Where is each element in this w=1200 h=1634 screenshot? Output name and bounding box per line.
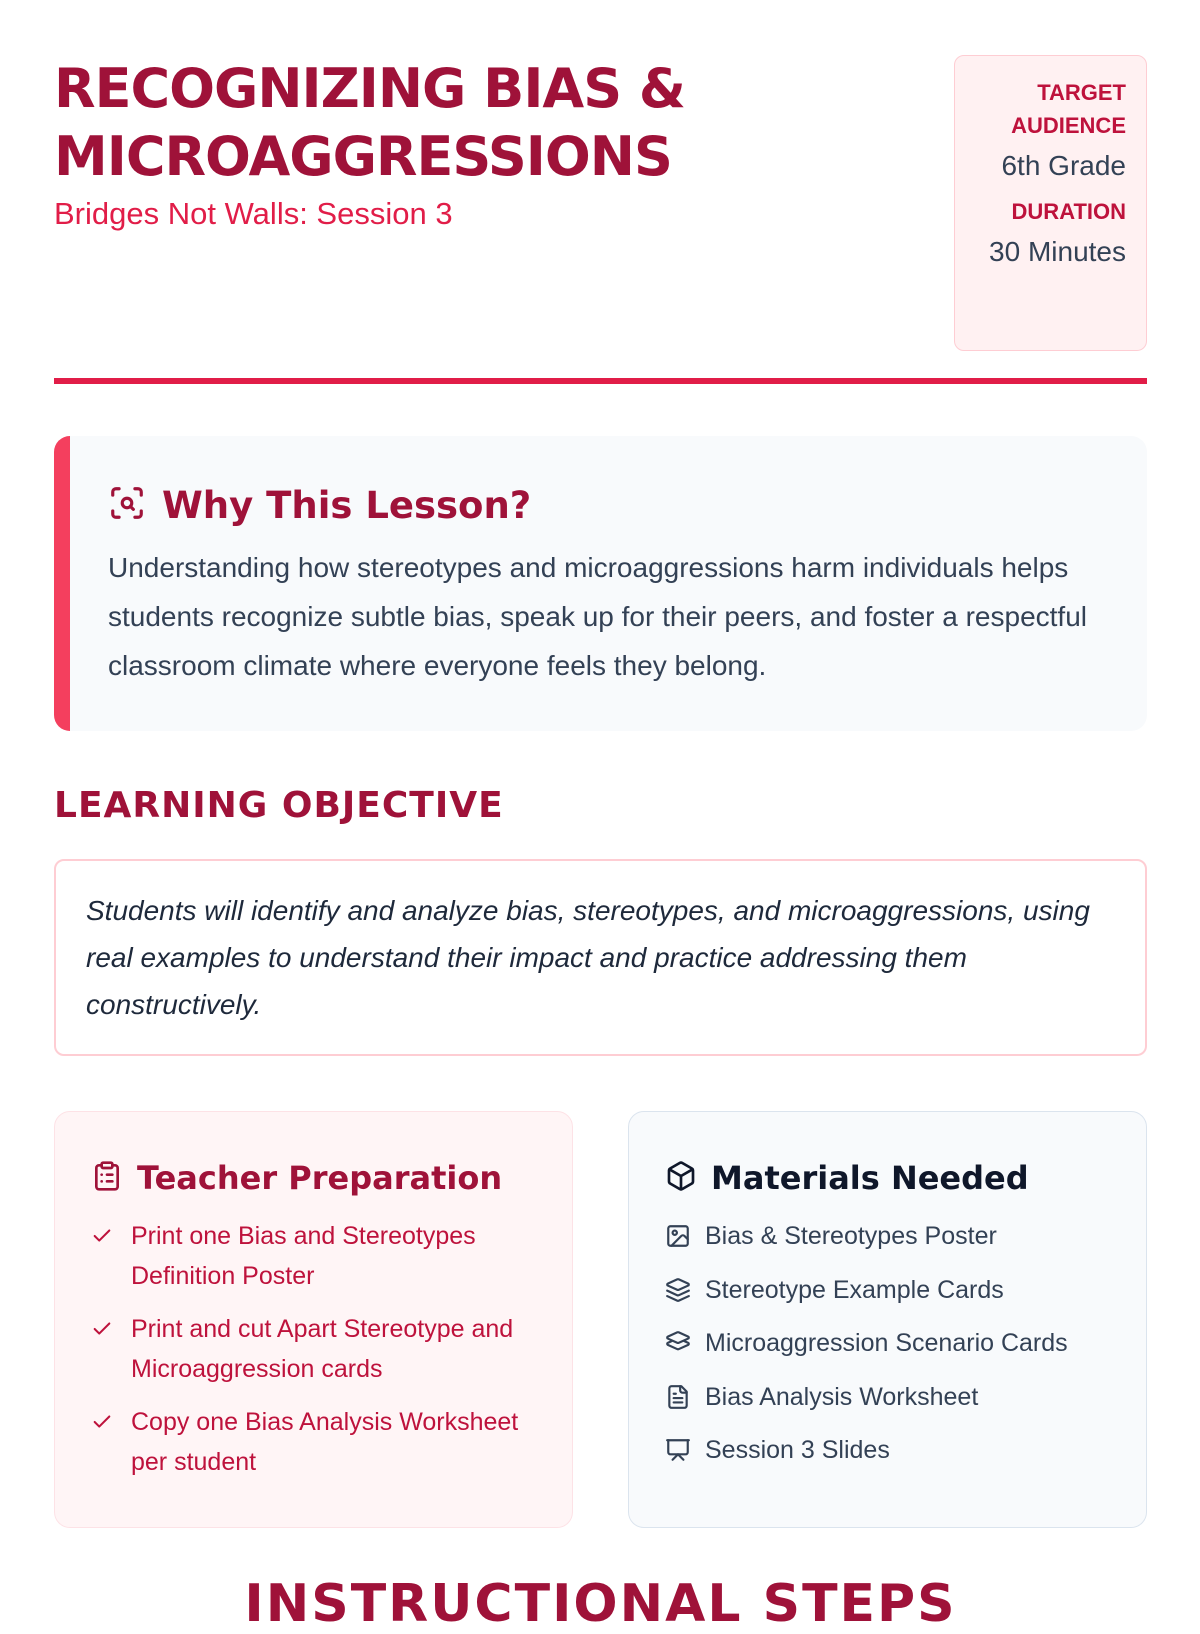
accent-bar: [54, 436, 70, 731]
clipboard-list-icon: [91, 1160, 137, 1197]
instructional-steps-title: INSTRUCTIONAL STEPS: [244, 1574, 957, 1634]
check-icon: [91, 1402, 115, 1442]
check-icon: [91, 1309, 115, 1349]
why-text: Understanding how stereotypes and microaggressions harm individuals helps students recognize subtle bias, speak up for their peers, and foster a respectful classroom climate where everyone feels they belong.: [108, 552, 1088, 681]
prep-item-text: Print one Bias and Stereotypes Definition Poster: [131, 1222, 476, 1290]
objective-text: Students will identify and analyze bias, stereotypes, and microaggressions, using real examples to understand their impact and practice addressing them constructively.: [86, 895, 1090, 1020]
objective-box: [54, 859, 1147, 1056]
materials-list: [665, 1216, 1110, 1470]
check-icon: [91, 1216, 115, 1256]
page-title: RECOGNIZING BIAS & MICROAGGRESSIONS: [54, 57, 686, 188]
teacher-preparation-card: [54, 1111, 573, 1528]
prep-item-text: Print and cut Apart Stereotype and Microaggression cards: [131, 1315, 514, 1383]
list-item: [665, 1377, 1110, 1417]
header-divider: [54, 378, 1147, 384]
prep-heading: [91, 1156, 536, 1200]
why-this-lesson-box: [54, 436, 1147, 731]
prep-title: Teacher Preparation: [137, 1159, 503, 1197]
lesson-meta-card: [954, 55, 1147, 351]
header: [54, 55, 1147, 351]
materials-title: Materials Needed: [711, 1159, 1029, 1197]
image-icon: [665, 1223, 691, 1249]
file-text-icon: [665, 1384, 691, 1410]
material-item-text: Stereotype Example Cards: [705, 1275, 1004, 1304]
audience-label: TARGET AUDIENCE: [1011, 80, 1126, 138]
material-item-text: Microaggression Scenario Cards: [705, 1329, 1068, 1357]
material-item-text: Bias & Stereotypes Poster: [705, 1222, 997, 1250]
materials-heading: [665, 1156, 1110, 1200]
list-item: [91, 1216, 536, 1296]
list-item: [91, 1309, 536, 1389]
list-item: [91, 1402, 536, 1482]
layers-icon: [665, 1277, 691, 1303]
scan-search-icon: [108, 484, 162, 527]
audience-value: 6th Grade: [1001, 150, 1126, 181]
layers-icon: [665, 1330, 691, 1356]
why-title: Why This Lesson?: [162, 483, 532, 527]
prep-item-text: Copy one Bias Analysis Worksheet per student: [131, 1408, 519, 1476]
list-item: [665, 1216, 1110, 1256]
objective-title: LEARNING OBJECTIVE: [54, 785, 504, 826]
why-heading: [108, 480, 531, 530]
materials-needed-card: [628, 1111, 1147, 1528]
duration-label: DURATION: [1011, 199, 1126, 224]
page-subtitle: Bridges Not Walls: Session 3: [54, 196, 453, 231]
list-item: [665, 1430, 1110, 1470]
prep-list: [91, 1216, 536, 1482]
list-item: [665, 1323, 1110, 1363]
material-item-text: Session 3 Slides: [705, 1436, 890, 1464]
presentation-icon: [665, 1437, 691, 1463]
material-item-text: Bias Analysis Worksheet: [705, 1382, 979, 1411]
box-icon: [665, 1160, 711, 1197]
lesson-plan-page: [54, 0, 1147, 1634]
duration-value: 30 Minutes: [989, 236, 1126, 267]
list-item: [665, 1270, 1110, 1310]
